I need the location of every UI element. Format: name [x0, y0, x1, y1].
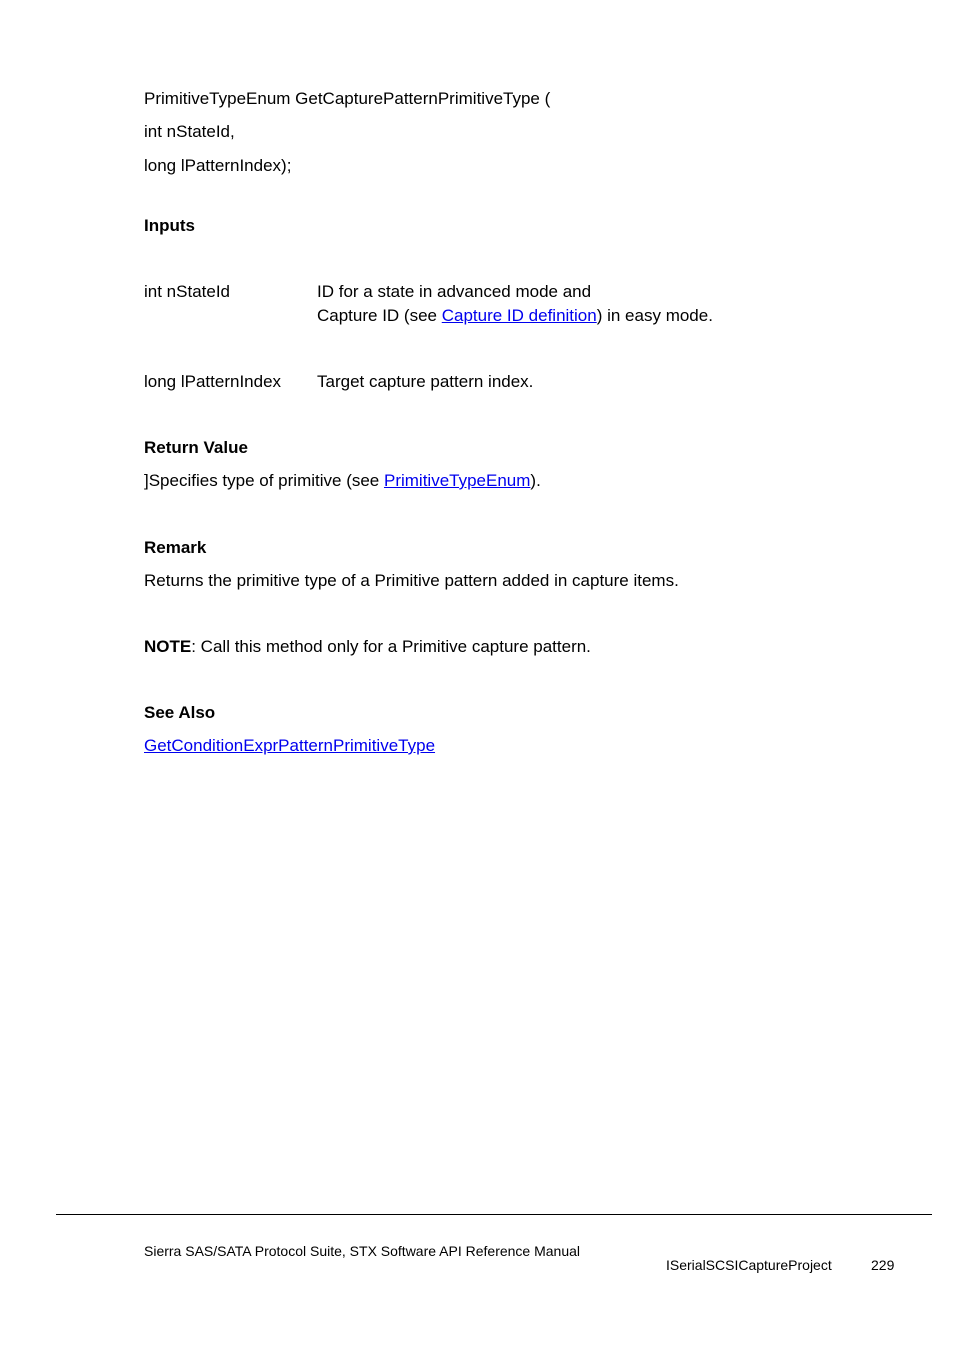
- param-name-nstateid: int nStateId: [144, 282, 231, 301]
- footer-section-name: ISerialSCSICaptureProject: [666, 1257, 832, 1273]
- get-condition-expr-pattern-primitive-type-link[interactable]: GetConditionExprPatternPrimitiveType: [144, 736, 436, 755]
- note-text: : Call this method only for a Primitive capture pattern.: [191, 637, 591, 656]
- remark-note: [144, 636, 591, 658]
- param-desc-nstateid-line-1: ID for a state in advanced mode and: [317, 282, 592, 301]
- return-value-post: ).: [530, 471, 541, 490]
- signature-line-3: long lPatternIndex);: [144, 156, 292, 175]
- param-name-lpatternindex: long lPatternIndex: [144, 372, 282, 391]
- signature-line-2: int nStateId,: [144, 122, 235, 141]
- see-also-item: [144, 735, 435, 757]
- return-value-pre: ]Specifies type of primitive (see: [144, 471, 384, 490]
- signature-line-1: PrimitiveTypeEnum GetCapturePatternPrimitiveType (: [144, 89, 551, 108]
- remark-text: Returns the primitive type of a Primitive pattern added in capture items.: [144, 571, 679, 590]
- footer-manual-title: Sierra SAS/SATA Protocol Suite, STX Software API Reference Manual: [144, 1243, 581, 1259]
- param-desc-nstateid-post: ) in easy mode.: [596, 306, 713, 325]
- param-desc-nstateid-line-2: [317, 304, 713, 328]
- remark-heading: Remark: [144, 538, 207, 557]
- see-also-heading: See Also: [144, 703, 216, 722]
- return-value-text: [144, 470, 541, 492]
- param-desc-lpatternindex: Target capture pattern index.: [317, 372, 534, 391]
- inputs-heading: Inputs: [144, 216, 195, 235]
- footer-page-number: 229: [871, 1257, 895, 1273]
- capture-id-definition-link[interactable]: Capture ID definition: [441, 306, 597, 325]
- note-label: NOTE: [144, 637, 192, 656]
- footer-divider: [56, 1214, 932, 1215]
- primitive-type-enum-link[interactable]: PrimitiveTypeEnum: [383, 471, 531, 490]
- param-desc-nstateid-pre: Capture ID (see: [317, 306, 442, 325]
- return-value-heading: Return Value: [144, 438, 248, 457]
